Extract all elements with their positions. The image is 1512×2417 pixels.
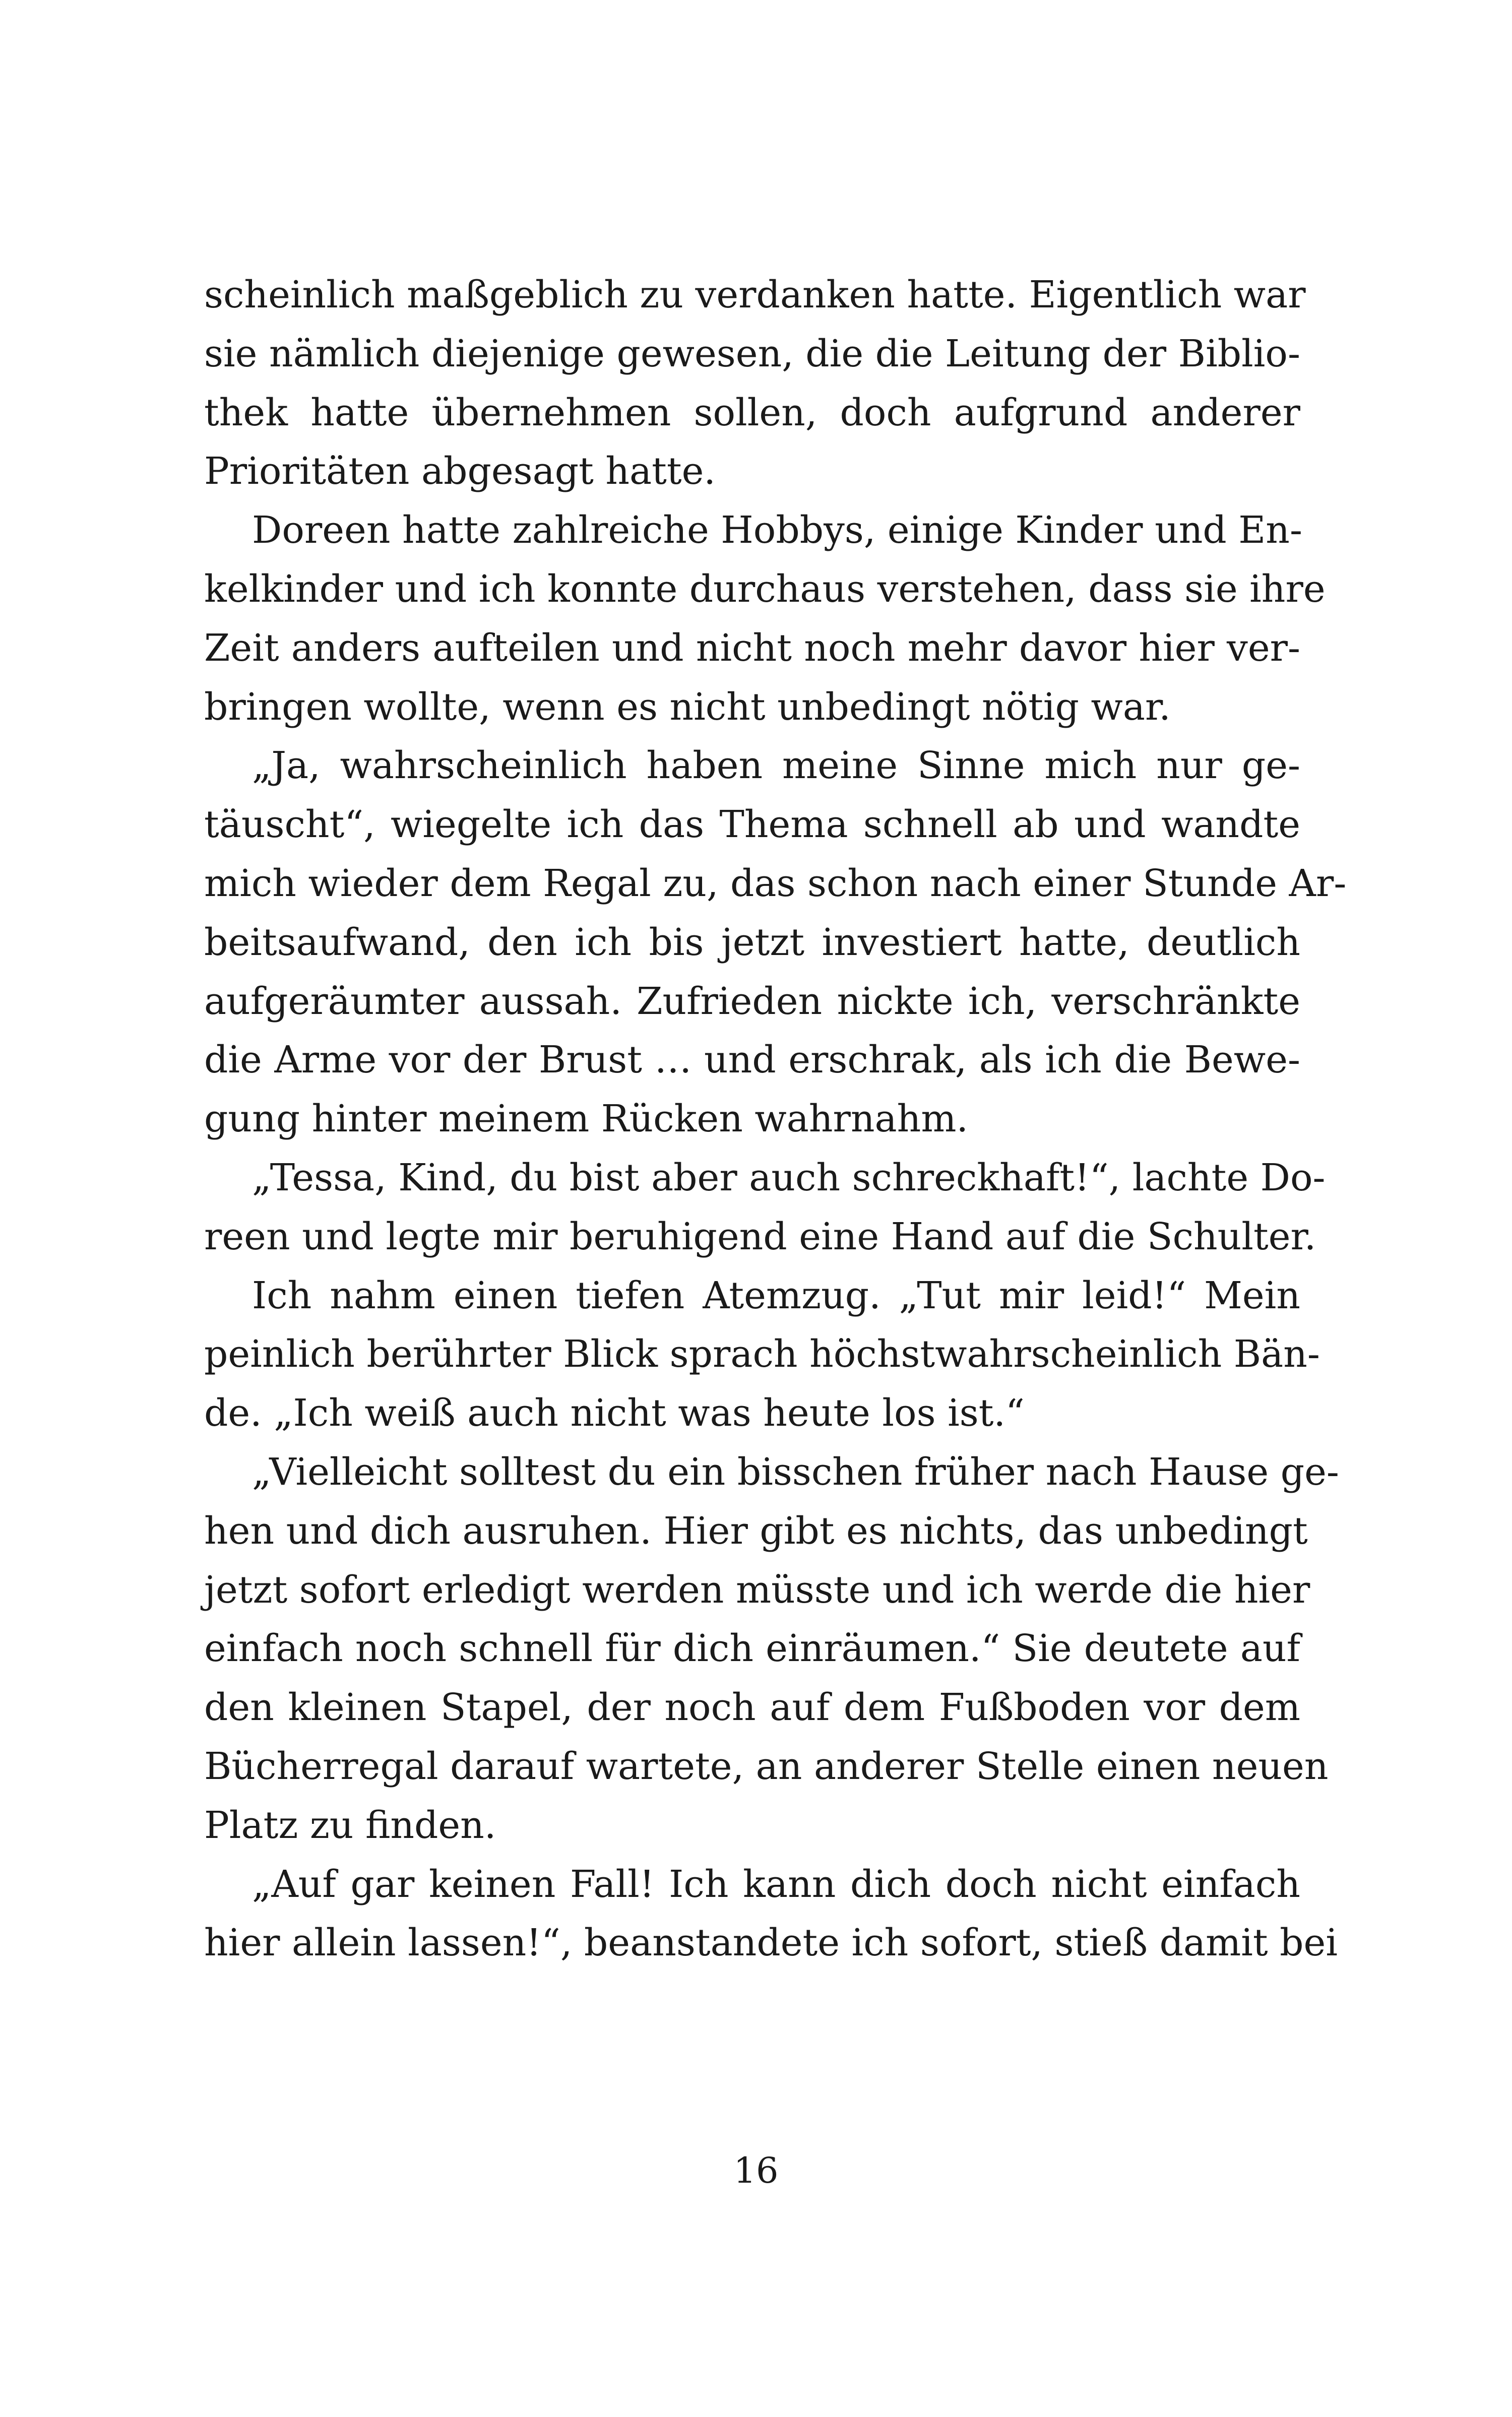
text-line: hier allein lassen!“, beanstandete ich sofort, stieß damit bei (204, 1921, 1338, 1965)
paragraph (204, 736, 1347, 1149)
text-line: mich wieder dem Regal zu, das schon nach einer Stunde Ar- (204, 861, 1347, 905)
text-line: die Arme vor der Brust … und erschrak, als ich die Bewe- (204, 1038, 1300, 1082)
text-line: den kleinen Stapel, der noch auf dem Fußboden vor dem (204, 1686, 1300, 1730)
paragraph (204, 1855, 1338, 1973)
text-line: beitsaufwand, den ich bis jetzt investiert hatte, deutlich (204, 920, 1300, 964)
text-line: einfach noch schnell für dich einräumen.“ Sie deutete auf (204, 1627, 1300, 1671)
text-line: aufgeräumter aussah. Zufrieden nickte ich, verschränkte (204, 979, 1300, 1023)
text-line: Zeit anders aufteilen und nicht noch mehr davor hier ver- (204, 626, 1300, 670)
text-line: thek hatte übernehmen sollen, doch aufgrund anderer (204, 391, 1300, 434)
paragraph (204, 266, 1306, 501)
text-line: „Ja, wahrscheinlich haben meine Sinne mich nur ge- (252, 744, 1300, 788)
text-line: „Auf gar keinen Fall! Ich kann dich doch nicht einfach (252, 1862, 1300, 1906)
text-line: Ich nahm einen tiefen Atemzug. „Tut mir leid!“ Mein (252, 1274, 1300, 1317)
text-line: Platz zu finden. (204, 1803, 496, 1847)
text-line: scheinlich maßgeblich zu verdanken hatte. Eigentlich war (204, 273, 1306, 316)
text-line: Prioritäten abgesagt hatte. (204, 450, 716, 493)
text-line: gung hinter meinem Rücken wahrnahm. (204, 1097, 969, 1141)
body-text (204, 266, 1347, 1973)
text-line: hen und dich ausruhen. Hier gibt es nichts, das unbedingt (204, 1509, 1308, 1553)
text-line: de. „Ich weiß auch nicht was heute los ist.“ (204, 1391, 1025, 1435)
text-line: Doreen hatte zahlreiche Hobbys, einige Kinder und En- (252, 508, 1302, 552)
text-line: täuscht“, wiegelte ich das Thema schnell ab und wandte (204, 803, 1300, 847)
paragraph (204, 1149, 1326, 1266)
text-line: „Tessa, Kind, du bist aber auch schreckhaft!“, lachte Do- (252, 1156, 1326, 1199)
paragraph (204, 501, 1326, 736)
text-line: sie nämlich diejenige gewesen, die die Leitung der Biblio- (204, 332, 1300, 375)
text-line: jetzt sofort erledigt werden müsste und ich werde die hier (204, 1568, 1310, 1612)
text-line: kelkinder und ich konnte durchaus verstehen, dass sie ihre (204, 567, 1326, 611)
page-number: 16 (733, 2150, 779, 2191)
paragraph (204, 1443, 1339, 1855)
text-line: „Vielleicht solltest du ein bisschen früher nach Hause ge- (252, 1450, 1339, 1494)
text-line: Bücherregal darauf wartete, an anderer Stelle einen neuen (204, 1744, 1329, 1788)
text-line: reen und legte mir beruhigend eine Hand auf die Schulter. (204, 1215, 1316, 1258)
paragraph (204, 1266, 1320, 1443)
text-line: bringen wollte, wenn es nicht unbedingt nötig war. (204, 685, 1171, 729)
text-line: peinlich berührter Blick sprach höchstwahrscheinlich Bän- (204, 1332, 1320, 1376)
